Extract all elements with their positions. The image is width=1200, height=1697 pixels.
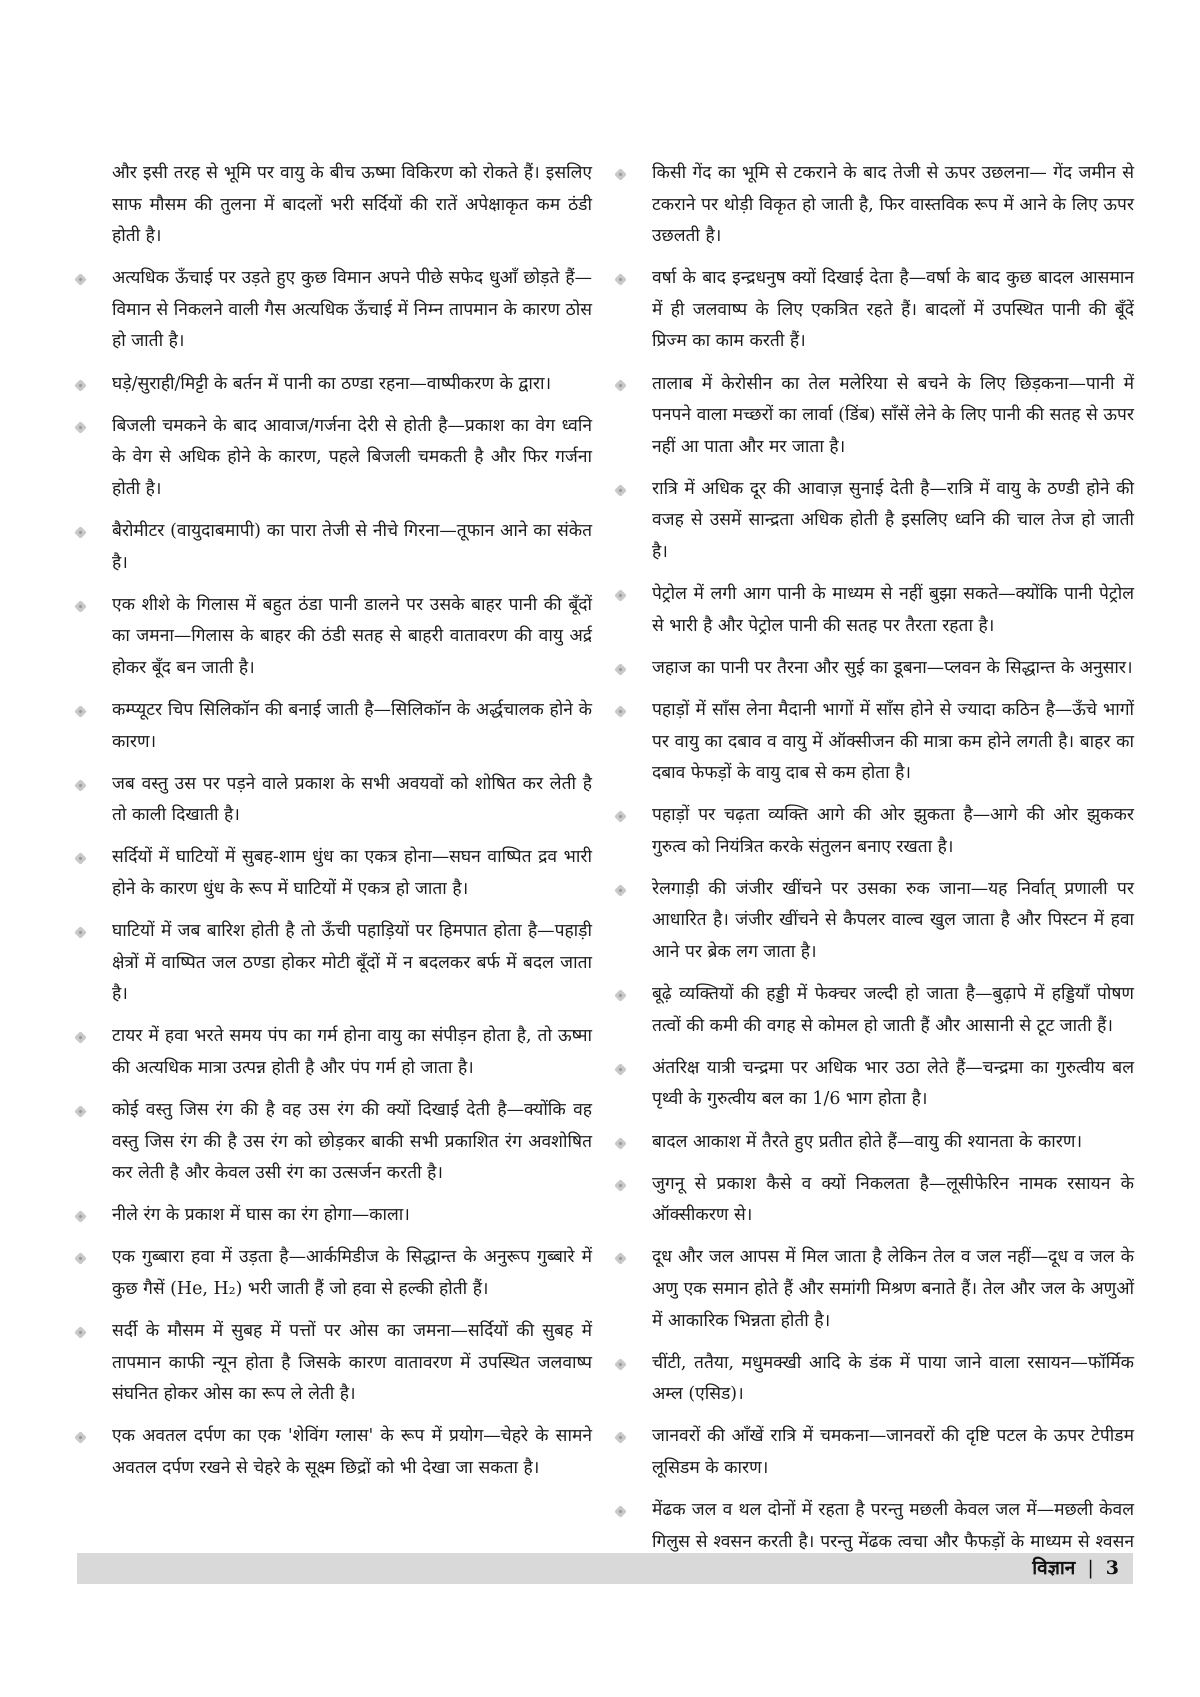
bullet-icon (614, 168, 627, 181)
bullet-item (612, 1242, 1134, 1337)
bullet-text: सर्दी के मौसम में सुबह में पत्तों पर ओस का जमना—सर्दियों की सुबह में तापमान काफी न्यून होता है जिसके कारण वातावरण में उपस्थित जलवाष्प संघनित होकर ओस का रूप ले लेती है। (112, 1321, 592, 1405)
bullet-icon (74, 273, 87, 286)
left-column (72, 158, 592, 1495)
bullet-item (612, 579, 1134, 642)
bullet-text: पेट्रोल में लगी आग पानी के माध्यम से नहीं बुझा सकते—क्योंकि पानी पेट्रोल से भारी है और पेट्रोल पानी की सतह पर तैरता रहता है। (652, 584, 1134, 636)
bullet-icon (614, 484, 627, 497)
bullet-item (72, 842, 592, 905)
bullet-icon (74, 852, 87, 865)
page-number: 3 (1105, 1557, 1119, 1579)
bullet-text: नीले रंग के प्रकाश में घास का रंग होगा—काला। (112, 1205, 410, 1226)
footer-subject: विज्ञान (1032, 1557, 1076, 1579)
bullet-item (612, 263, 1134, 358)
bullet-text: बूढ़े व्यक्तियों की हड्डी में फेक्चर जल्दी हो जाता है—बुढ़ापे में हड्डियाँ पोषण तत्वों की कमी की वगह से कोमल हो जाती हैं और आसानी से टूट जाती हैं। (652, 984, 1134, 1036)
bullet-text: रात्रि में अधिक दूर की आवाज़ सुनाई देती है—रात्रि में वायु के ठण्डी होने की वजह से उसमें सान्द्रता अधिक होती है इसलिए ध्वनि की चाल तेज हो जाती है। (652, 478, 1134, 563)
bullet-item (72, 590, 592, 685)
bullet-icon (614, 1063, 627, 1076)
bullet-icon (614, 810, 627, 823)
bullet-icon (614, 1137, 627, 1150)
bullet-icon (74, 926, 87, 939)
bullet-item (72, 916, 592, 1011)
bullet-icon (614, 1505, 627, 1518)
bullet-icon (614, 1179, 627, 1192)
bullet-text: घड़े/सुराही/मिट्टी के बर्तन में पानी का ठण्डा रहना—वाष्पीकरण के द्वारा। (112, 373, 552, 394)
bullet-text: एक अवतल दर्पण का एक 'शेविंग ग्लास' के रूप में प्रयोग—चेहरे के सामने अवतल दर्पण रखने से चेहरे के सूक्ष्म छिद्रों को भी देखा जा सकता है। (112, 1426, 592, 1478)
bullet-item (612, 1421, 1134, 1484)
bullet-icon (74, 1031, 87, 1044)
bullet-item (72, 1021, 592, 1084)
bullet-icon (74, 705, 87, 718)
bullet-icon (614, 379, 627, 392)
bullet-icon (74, 1431, 87, 1444)
bullet-icon (614, 705, 627, 718)
bullet-text: रेलगाड़ी की जंजीर खींचने पर उसका रुक जाना—यह निर्वात् प्रणाली पर आधारित है। जंजीर खींचने से कैपलर वाल्व खुल जाता है और पिस्टन में हवा आने पर ब्रेक लग जाता है। (652, 878, 1134, 963)
bullet-item (72, 263, 592, 358)
bullet-icon (614, 273, 627, 286)
page-footer (77, 1553, 1133, 1584)
bullet-text: दूध और जल आपस में मिल जाता है लेकिन तेल व जल नहीं—दूध व जल के अणु एक समान होते हैं और समांगी मिश्रण बनाते हैं। तेल और जल के अणुओं में आकारिक भिन्नता होती है। (652, 1247, 1134, 1331)
bullet-text: कोई वस्तु जिस रंग की है वह उस रंग की क्यों दिखाई देती है—क्योंकि वह वस्तु जिस रंग की है उस रंग को छोड़कर बाकी सभी प्रकाशित रंग अवशोषित कर लेती है और केवल उसी रंग का उत्सर्जन करती है। (112, 1099, 592, 1184)
bullet-icon (614, 1358, 627, 1371)
bullet-text: अत्यधिक ऊँचाई पर उड़ते हुए कुछ विमान अपने पीछे सफेद धुआँ छोड़ते हैं—विमान से निकलने वाली गैस अत्यधिक ऊँचाई में निम्न तापमान के कारण ठोस हो जाती है। (112, 268, 592, 352)
continued-paragraph (72, 158, 592, 253)
bullet-text: एक गुब्बारा हवा में उड़ता है—आर्कमिडीज के सिद्धान्त के अनुरूप गुब्बारे में कुछ गैसें (He, H₂) भरी जाती हैं जो हवा से हल्की होती हैं। (112, 1247, 592, 1299)
bullet-item (612, 695, 1134, 790)
footer-separator: | (1087, 1557, 1094, 1579)
bullet-text: तालाब में केरोसीन का तेल मलेरिया से बचने के लिए छिड़कना—पानी में पनपने वाला मच्छरों का लार्वा (डिंब) साँसें लेने के लिए पानी की सतह से ऊपर नहीं आ पाता और मर जाता है। (652, 373, 1134, 457)
bullet-text: घाटियों में जब बारिश होती है तो ऊँची पहाड़ियों पर हिमपात होता है—पहाड़ी क्षेत्रों में वाष्पित जल ठण्डा होकर मोटी बूँदों में न बदलकर बर्फ में बदल जाता है। (112, 920, 592, 1005)
bullet-item (72, 411, 592, 506)
bullet-text: जुगनू से प्रकाश कैसे व क्यों निकलता है—लूसीफेरिन नामक रसायन के ऑक्सीकरण से। (652, 1173, 1134, 1226)
bullet-icon (74, 1210, 87, 1223)
bullet-text: टायर में हवा भरते समय पंप का गर्म होना वायु का संपीड़न होता है, तो ऊष्मा की अत्यधिक मात्रा उत्पन्न होती है और पंप गर्म हो जाता है। (112, 1026, 592, 1078)
bullet-icon (614, 1431, 627, 1444)
bullet-text: चींटी, ततैया, मधुमक्खी आदि के डंक में पाया जाने वाला रसायन—फॉर्मिक अम्ल (एसिड)। (652, 1352, 1134, 1405)
bullet-item (72, 369, 592, 401)
bullet-text: जहाज का पानी पर तैरना और सुई का डूबना—प्लवन के सिद्धान्त के अनुसार। (652, 657, 1133, 678)
right-column (612, 158, 1134, 1600)
bullet-icon (614, 663, 627, 676)
bullet-icon (74, 1105, 87, 1118)
bullet-item (612, 653, 1134, 685)
bullet-item (612, 1348, 1134, 1411)
bullet-icon (614, 1252, 627, 1265)
bullet-item (612, 800, 1134, 863)
bullet-icon (74, 526, 87, 539)
bullet-text: वर्षा के बाद इन्द्रधनुष क्यों दिखाई देता है—वर्षा के बाद कुछ बादल आसमान में ही जलवाष्प के लिए एकत्रित रहते हैं। बादलों में उपस्थित पानी की बूँदें प्रिज्म का काम करती हैं। (652, 268, 1134, 352)
bullet-item (612, 1169, 1134, 1232)
bullet-item (612, 874, 1134, 969)
bullet-icon (74, 1326, 87, 1339)
bullet-text: और इसी तरह से भूमि पर वायु के बीच ऊष्मा विकिरण को रोकते हैं। इसलिए साफ मौसम की तुलना में बादलों भरी सर्दियों की रातें अपेक्षाकृत कम ठंडी होती है। (112, 163, 592, 247)
bullet-text: बिजली चमकने के बाद आवाज/गर्जना देरी से होती है—प्रकाश का वेग ध्वनि के वेग से अधिक होने के कारण, पहले बिजली चमकती है और फिर गर्जना होती है। (112, 415, 592, 499)
bullet-icon (614, 589, 627, 602)
bullet-item (612, 158, 1134, 253)
bullet-text: बैरोमीटर (वायुदाबमापी) का पारा तेजी से नीचे गिरना—तूफान आने का संकेत है। (112, 520, 592, 573)
bullet-icon (614, 884, 627, 897)
page-body (0, 158, 1200, 1552)
footer-label (1032, 1553, 1119, 1584)
bullet-icon (74, 779, 87, 792)
bullet-item (612, 369, 1134, 464)
bullet-item (72, 1200, 592, 1232)
bullet-text: सर्दियों में घाटियों में सुबह-शाम धुंध का एकत्र होना—सघन वाष्पित द्रव भारी होने के कारण धुंध के रूप में घाटियों में एकत्र हो जाता है। (112, 847, 592, 899)
bullet-icon (74, 600, 87, 613)
bullet-text: एक शीशे के गिलास में बहुत ठंडा पानी डालने पर उसके बाहर पानी की बूँदों का जमना—गिलास के बाहर की ठंडी सतह से बाहरी वातावरण की वायु अर्द्र होकर बूँद बन जाती है। (112, 594, 592, 678)
bullet-icon (74, 379, 87, 392)
bullet-item (72, 1316, 592, 1411)
bullet-text: पहाड़ों पर चढ़ता व्यक्ति आगे की ओर झुकता है—आगे की ओर झुककर गुरुत्व को नियंत्रित करके संतुलन बनाए रखता है। (652, 805, 1134, 857)
bullet-item (72, 769, 592, 832)
bullet-icon (74, 421, 87, 434)
bullet-item (72, 1242, 592, 1305)
bullet-text: कम्प्यूटर चिप सिलिकॉन की बनाई जाती है—सिलिकॉन के अर्द्धचालक होने के कारण। (112, 699, 592, 752)
bullet-icon (614, 989, 627, 1002)
bullet-item (612, 1053, 1134, 1116)
bullet-item (72, 1421, 592, 1484)
bullet-item (612, 1127, 1134, 1159)
bullet-item (612, 979, 1134, 1042)
bullet-text: मेंढक जल व थल दोनों में रहता है परन्तु मछली केवल जल में—मछली केवल गिलुस से श्वसन करती है। परन्तु मेंढक त्वचा और फैफड़ों के माध्यम से श्वसन (652, 1499, 1134, 1552)
bullet-text: जानवरों की आँखें रात्रि में चमकना—जानवरों की दृष्टि पटल के ऊपर टेपीडम लूसिडम के कारण। (652, 1426, 1134, 1478)
bullet-text: किसी गेंद का भूमि से टकराने के बाद तेजी से ऊपर उछलना— गेंद जमीन से टकराने पर थोड़ी विकृत हो जाती है, फिर वास्तविक रूप में आने के लिए ऊपर उछलती है। (652, 163, 1134, 247)
bullet-text: अंतरिक्ष यात्री चन्द्रमा पर अधिक भार उठा लेते हैं—चन्द्रमा का गुरुत्वीय बल पृथ्वी के गुरुत्वीय बल का 1/6 भाग होता है। (652, 1057, 1134, 1110)
bullet-text: जब वस्तु उस पर पड़ने वाले प्रकाश के सभी अवयवों को शोषित कर लेती है तो काली दिखाती है। (112, 773, 592, 826)
bullet-icon (74, 1252, 87, 1265)
bullet-item (612, 474, 1134, 569)
bullet-text: पहाड़ों में साँस लेना मैदानी भागों में साँस होने से ज्यादा कठिन है—ऊँचे भागों पर वायु का दबाव व वायु में ऑक्सीजन की मात्रा कम होने लगती है। बाहर का दबाव फेफड़ों के वायु दाब से कम होता है। (652, 699, 1134, 784)
bullet-item (72, 516, 592, 579)
bullet-text: बादल आकाश में तैरते हुए प्रतीत होते हैं—वायु की श्यानता के कारण। (652, 1131, 1083, 1152)
bullet-item (72, 1095, 592, 1190)
bullet-item (72, 695, 592, 758)
